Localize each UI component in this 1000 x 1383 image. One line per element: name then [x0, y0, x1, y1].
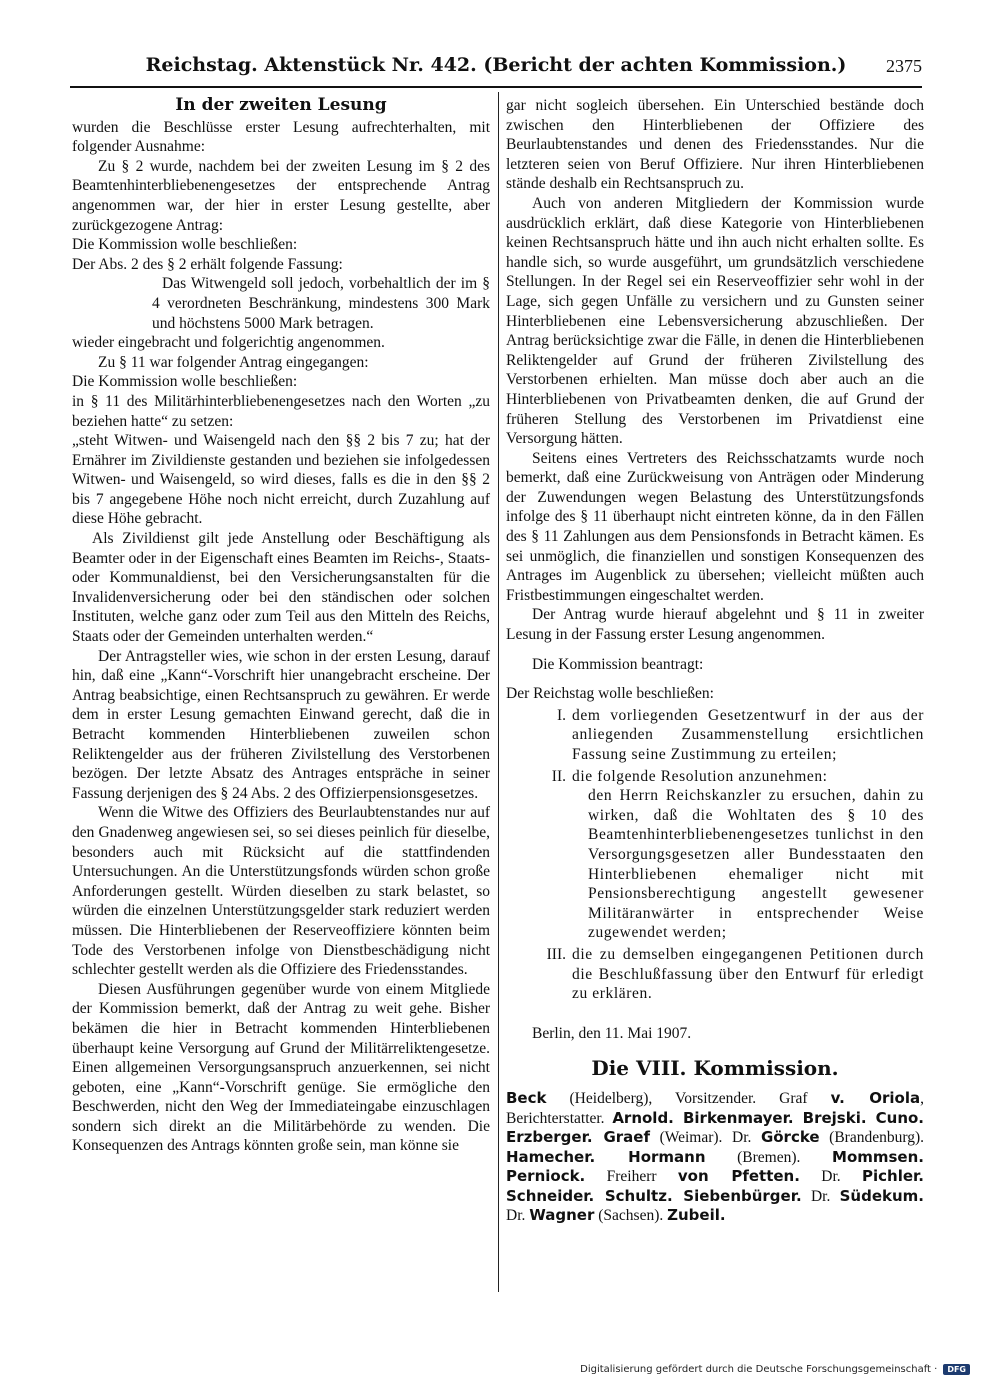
paragraph: Seitens eines Vertreters des Reichsschatzamts wurde noch bemerkt, daß eine Zurückweisung von Anträgen oder Minderung der Zuwendungen wegen Belastung des Unterstützungsfonds infolge des § 11 überhaupt nicht eintreten könne, da in den Fällen des § 11 Zahlungen aus dem Pensionsfonds in Betracht kämen. Es sei unmöglich, die finanziellen und sonstigen Konsequenzen des Antrages im Augenblick zu übersehen; vielleicht müßten auch Fristbestimmungen eingeschaltet werden. — [506, 449, 924, 604]
list-text-wrapper — [572, 767, 924, 943]
paragraph: Die Kommission beantragt: — [532, 655, 704, 673]
paragraph: Zu § 11 war folgender Antrag eingegangen: — [98, 353, 369, 371]
paragraph: Wenn die Witwe des Offiziers des Beurlaubtenstandes nur auf den Gnadenweg angewiesen sei, so sei dieses peinlich für dieselbe, besonders auch mit Rücksicht auf die stattfindenden Untersuchungen. An die Unterstützungsfonds würden schon große Anforderungen gestellt. Würden dieselben zu stark belastet, so würden die einzelnen Unterstützungsgelder stark reduziert werden müssen. Die Hinterbliebenen der Reserveoffiziere könnten beim Tode des Verstorbenen infolge von Dienstbeschädigung nicht schlechter gestellt werden als die Offiziere des Friedensstandes. — [72, 804, 490, 979]
header-rule — [70, 86, 922, 88]
commission-title: Die VIII. Kommission. — [591, 1056, 839, 1081]
section-heading: In der zweiten Lesung — [175, 95, 387, 115]
list-number: III. — [546, 945, 566, 963]
dfg-logo-icon: DFG — [943, 1364, 970, 1375]
paragraph: Der Reichstag wolle beschließen: — [506, 685, 714, 703]
paragraph: Der Antrag wurde hierauf abgelehnt und § 11 in zweiter Lesung in der Fassung erster Lesung angenommen. — [506, 606, 924, 644]
member-name: Görcke — [760, 1128, 820, 1147]
column-divider — [498, 92, 499, 1292]
member-name: Hamecher. Hormann — [506, 1147, 706, 1166]
quoted-text: „steht Witwen- und Waisengeld nach den §§ 2 bis 7 zu; hat der Ernährer im Zivildienste gestanden und beziehen sie infolgedessen Witwen- und Waisengeld, so wird dieses, falls es die in den §§ 2 bis 7 angegebene Höhe noch nicht erreicht, durch Zuzahlung auf diese Höhe gebracht. — [72, 432, 490, 528]
member-name: v. Oriola — [830, 1088, 921, 1107]
quoted-text: Als Zivildienst gilt jede Anstellung oder Beschäftigung als Beamter oder in der Eigenschaft eines Beamten im Reichs-, Staats- oder Kommunaldienst, bei den Versicherungsanstalten für die Invalidenversicherung oder bei den ständischen oder solchen Instituten, welche ganz oder zum Teil aus den Mitteln des Reichs, Staats oder der Gemeinden unterhalten werden.“ — [72, 530, 490, 646]
paragraph: Auch von anderen Mitgliedern der Kommission wurde ausdrücklich erklärt, daß diese Kategorie von Hinterbliebenen keinen Rechtsanspruch hätte und ihn auch nicht erhalten sollte. Es handle sich, so wurde ausgeführt, um grundsätzlich verschiedene Stellungen. In der Regel sei ein Reserveoffizier sehr wohl in der Lage, sich gegen Unfälle zu versichern und zu Gunsten seiner Hinterbliebenen eine Lebensversicherung abzuschließen. Der Antrag berücksichtige zwar die Fälle, in denen die Hinterbliebenen Reliktengelder auf Grund der früheren Zivilstellung des Verstorbenen erhielten. Man müsse doch aber auch an die Hinterbliebenen von Privatbeamten denken, die auf Grund der früheren Stellung des Verstorbenen im Privatdienst eine Versorgung hätten. — [506, 194, 924, 448]
list-item — [506, 945, 924, 1004]
digitization-footer — [580, 1364, 970, 1375]
paragraph: wurden die Beschlüsse erster Lesung aufrechterhalten, mit folgender Ausnahme: — [72, 118, 490, 156]
paragraph: Der Antragsteller wies, wie schon in der ersten Lesung, darauf hin, daß eine „Kann“-Vorschrift hier unangebracht erscheine. Der Antrag beabsichtige, einen Rechtsanspruch zu gewähren. Er werde dem in erster Lesung gemachten Einwand gerecht, daß die in Betracht kommenden Hinterbliebenen zuweilen schon Reliktengelder aus der früheren Zivilstellung des Verstorbenen bezögen. Der letzte Absatz des Antrages entspräche in seiner Fassung derjenigen des § 24 Abs. 2 des Offizierpensionsgesetzes. — [72, 647, 490, 802]
member-name: Zubeil. — [667, 1206, 726, 1225]
date-line: Berlin, den 11. Mai 1907. — [532, 1024, 692, 1042]
member-name: Arnold. Birkenmayer. Brejski. Cuno. Erzberger. Graef — [506, 1108, 925, 1147]
member-name: Südekum. — [839, 1186, 924, 1205]
running-title: Reichstag. Aktenstück Nr. 442. (Bericht der achten Kommission.) — [145, 54, 847, 76]
members-list: Beck (Heidelberg), Vorsitzender. Graf v. Oriola, Berichterstatter. Arnold. Birkenmayer. Brejski. Cuno. Erzberger. Graef (Weimar). Dr. Görcke (Brandenburg). Hamecher. Hormann (Bremen). Mommsen. Perniock. Freiherr von Pfetten. Dr. Pichler. Schneider. Schultz. Siebenbürger. Dr. Südekum. Dr. Wagner (Sachsen). Zubeil. — [506, 1088, 925, 1225]
paragraph: Der Abs. 2 des § 2 erhält folgende Fassung: — [72, 255, 343, 273]
paragraph: in § 11 des Militärhinterbliebenengesetzes nach den Worten „zu beziehen hatte“ zu setzen: — [72, 392, 490, 430]
paragraph: gar nicht sogleich übersehen. Ein Unterschied bestände doch zwischen den Hinterbliebenen der Offiziere des Beurlaubtenstandes und denen des Friedensstandes. Nur die letzteren seien von Beruf Offiziere. Nur ihren Hinterbliebenen stände deshalb ein Rechtsanspruch zu. — [506, 97, 924, 193]
paragraph: Das Witwengeld soll jedoch, vorbehaltlich der im § 4 verordneten Beschränkung, mindestens 300 Mark und höchstens 5000 Mark betragen. — [152, 275, 490, 332]
left-column — [72, 96, 490, 1156]
resolution-list — [506, 706, 924, 1004]
member-name: Wagner — [529, 1206, 595, 1225]
member-name: Beck — [506, 1088, 547, 1107]
list-text: die zu demselben eingegangenen Petitionen durch die Beschlußfassung über den Entwurf für erledigt zu erklären. — [572, 945, 924, 1003]
list-number: I. — [556, 706, 566, 724]
page-number: 2375 — [886, 56, 922, 76]
member-name: Mommsen. Perniock. — [506, 1147, 924, 1186]
right-column — [506, 96, 924, 1226]
paragraph: Diesen Ausführungen gegenüber wurde von einem Mitgliede der Kommission bemerkt, daß der Antrag zu weit gehe. Bisher bekämen die hier in Betracht kommenden Hinterbliebenen überhaupt keine Versorgung auf Grund der Militärreliktengesetze. Einen allgemeinen Versorgungsanspruch anzuerkennen, sei nicht geboten, eine „Kann“-Vorschrift genüge. Sie ermögliche den Beschwerden, nicht den Weg der Immediateingabe einzuschlagen sondern sich direkt an die Militärbehörde zu wenden. Die Konsequenzen des Antrags könnten große sein, man könne sie — [72, 980, 490, 1155]
list-text: die folgende Resolution anzunehmen: — [572, 767, 828, 785]
paragraph: wieder eingebracht und folgerichtig angenommen. — [72, 334, 385, 352]
paragraph: Die Kommission wolle beschließen: — [72, 373, 298, 391]
paragraph: Zu § 2 wurde, nachdem bei der zweiten Lesung im § 2 des Beamtenhinterbliebenengesetzes der entsprechende Antrag angenommen war, der hier in erster Lesung gestellte, aber zurückgezogene Antrag: — [72, 157, 490, 234]
member-name: von Pfetten. — [677, 1167, 800, 1186]
member-name: Pichler. Schneider. Schultz. Siebenbürger. — [506, 1167, 924, 1205]
resolution-text: den Herrn Reichskanzler zu ersuchen, dahin zu wirken, daß die Wohltaten des § 10 des Beamtenhinterbliebenengesetzes tunlichst in den Versorgungsgesetzen aller Bundesstaaten den Hinterbliebenen ehemaliger nicht mit Pensionsberechtigung angestellt gewesener Militäranwärter in entsprechender Weise zugewendet werden; — [588, 787, 924, 942]
list-number: II. — [551, 767, 566, 785]
paragraph: Die Kommission wolle beschließen: — [72, 236, 298, 254]
list-text: dem vorliegenden Gesetzentwurf in der aus der anliegenden Zusammenstellung ersichtlichen Fassung seine Zustimmung zu erteilen; — [572, 706, 924, 763]
list-item — [506, 767, 924, 943]
footer-text: Digitalisierung gefördert durch die Deutsche Forschungsgemeinschaft · — [580, 1364, 938, 1375]
list-item — [506, 706, 924, 765]
page-header — [70, 54, 922, 84]
